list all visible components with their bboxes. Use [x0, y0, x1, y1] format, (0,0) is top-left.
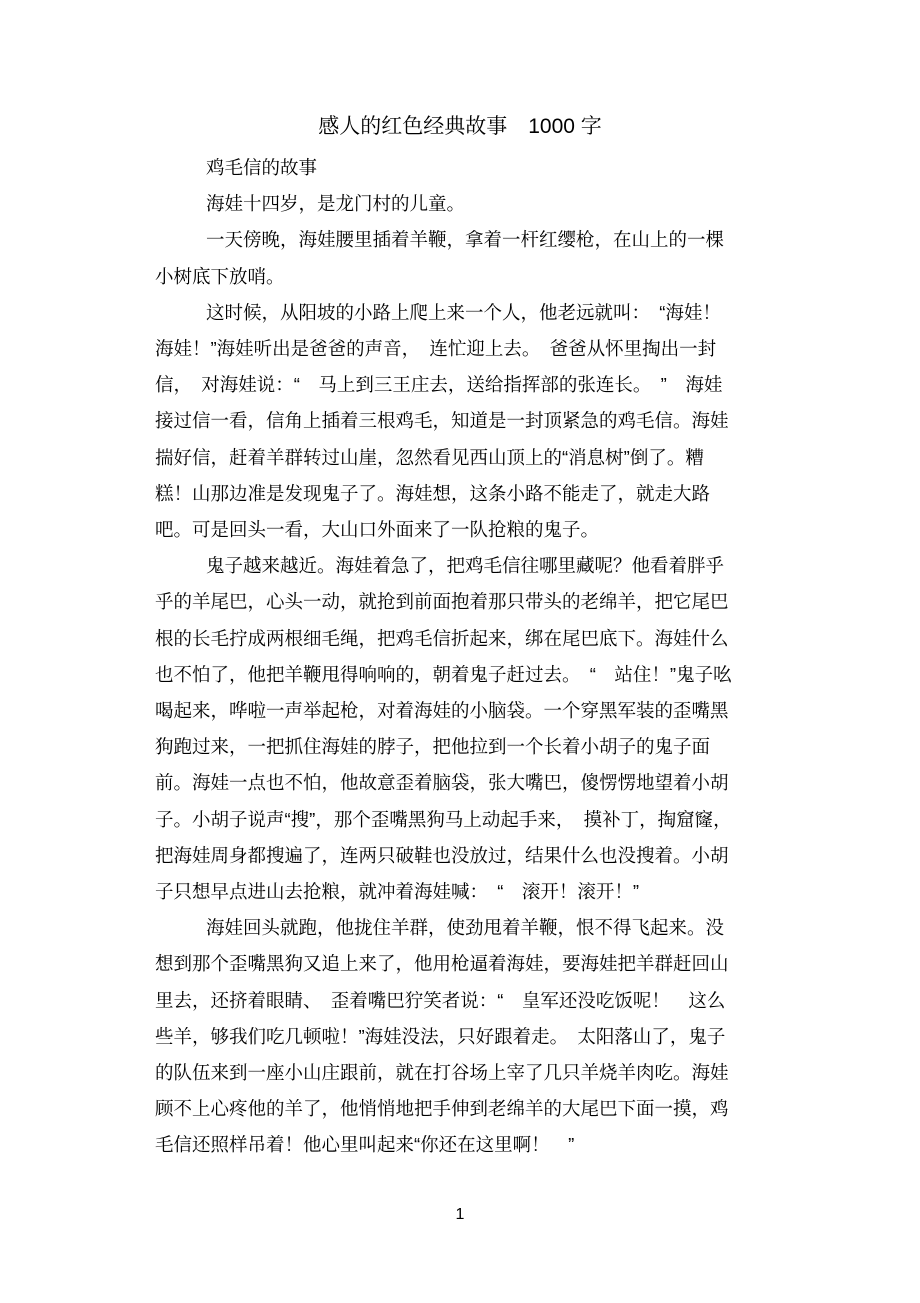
paragraph-letter-delivery: 这时候，从阳坡的小路上爬上来一个人，他老远就叫： “海娃！海娃！”海娃听出是爸爸的声音， 连忙迎上去。 爸爸从怀里掏出一封信， 对海娃说：“ 马上到三王庄去，送给指挥部的张连长。 ” 海娃接过信一看，信角上插着三根鸡毛，知道是一封顶紧急的鸡毛信。海娃揣好信，赶着羊群转过山崖，忽然看见西山顶上的“消息树”倒了。糟糕！山那边准是发现鬼子了。海娃想，这条小路不能走了，就走大路吧。可是回头一看，大山口外面来了一队抢粮的鬼子。 [155, 301, 729, 541]
page-number: 1 [455, 1206, 465, 1223]
paragraph-intro: 海娃十四岁，是龙门村的儿童。 [206, 193, 466, 215]
document-title: 感人的红色经典故事 1000 字 [318, 115, 602, 138]
paragraph-story-heading: 鸡毛信的故事 [206, 157, 318, 178]
document-body [155, 150, 739, 1164]
paragraph-evening-watch: 一天傍晚，海娃腰里插着羊鞭，拿着一杆红缨枪，在山上的一棵小树底下放哨。 [155, 229, 725, 287]
paragraph-hiding-letter: 鬼子越来越近。海娃着急了，把鸡毛信往哪里藏呢？他看着胖乎乎的羊尾巴，心头一动，就抢到前面抱着那只带头的老绵羊，把它尾巴根的长毛拧成两根细毛绳，把鸡毛信折起来，绑在尾巴底下。海娃什么也不怕了，他把羊鞭甩得响响的，朝着鬼子赶过去。 “ 站住！”鬼子吆喝起来，哗啦一声举起枪，对着海娃的小脑袋。一个穿黑军装的歪嘴黑狗跑过来，一把抓住海娃的脖子，把他拉到一个长着小胡子的鬼子面前。海娃一点也不怕，他故意歪着脑袋，张大嘴巴，傻愣愣地望着小胡子。小胡子说声“搜”，那个歪嘴黑狗马上动起手来， 摸补丁，掏窟窿，把海娃周身都搜遍了，连两只破鞋也没放过，结果什么也没搜着。小胡子只想早点进山去抢粮，就冲着海娃喊： “ 滚开！滚开！” [155, 555, 732, 903]
paragraph-escape-attempt: 海娃回头就跑，他拢住羊群，使劲甩着羊鞭，恨不得飞起来。没想到那个歪嘴黑狗又追上来了，他用枪逼着海娃，要海娃把羊群赶回山里去，还挤着眼睛、 歪着嘴巴狞笑者说：“ 皇军还没吃饭呢！ 这么些羊，够我们吃几顿啦！”海娃没法，只好跟着走。 太阳落山了，鬼子的队伍来到一座小山庄跟前，就在打谷场上宰了几只羊烧羊肉吃。海娃顾不上心疼他的羊了，他悄悄地把手伸到老绵羊的大尾巴下面一摸，鸡毛信还照样吊着！他心里叫起来“你还在这里啊！ ” [155, 917, 729, 1156]
